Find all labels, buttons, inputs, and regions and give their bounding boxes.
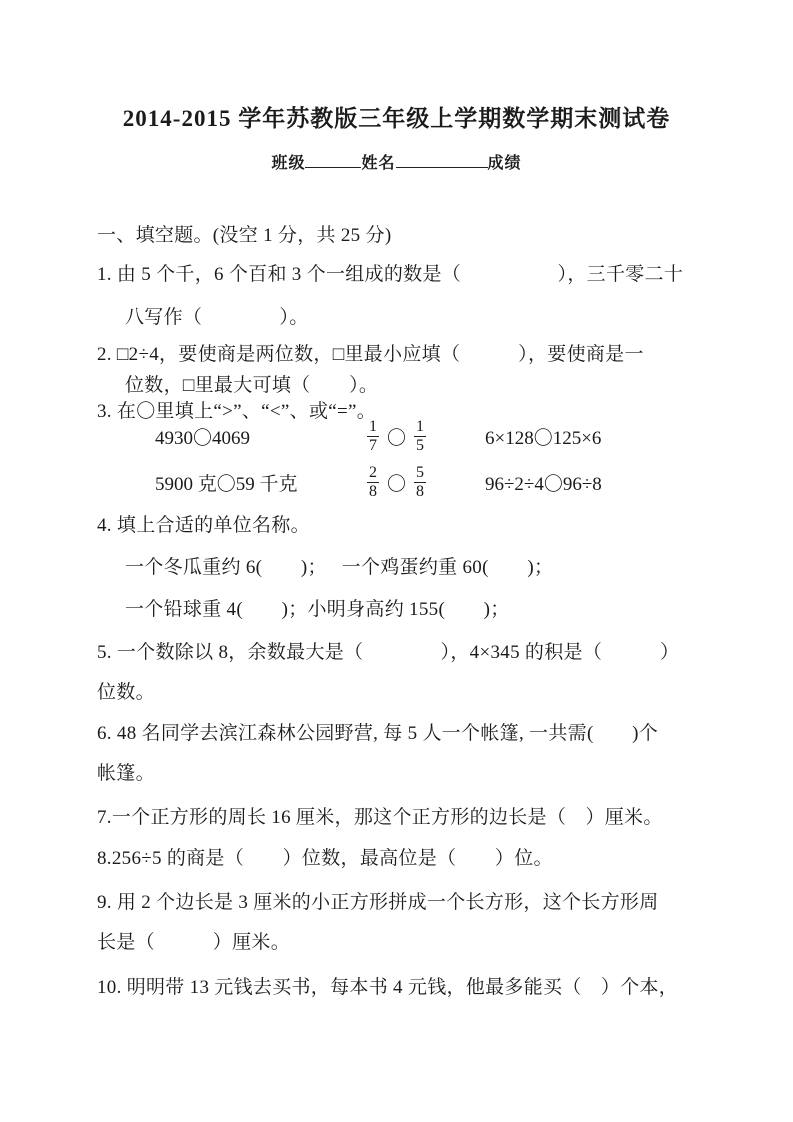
fraction-1-7: $\frac{1}{7}$ [369, 418, 377, 455]
question-7-line-1: 7.一个正方形的周长 16 厘米，那这个正方形的边长是（ ）厘米。 [97, 807, 663, 828]
question-5-line-1: 5. 一个数除以 8，余数最大是（ ），4×345 的积是（ ） [97, 642, 680, 663]
header-fields [0, 150, 793, 173]
section-heading: 一、填空题。(没空 1 分，共 25 分) [97, 225, 392, 246]
compare-1-right: 6×128〇125×6 [485, 428, 602, 450]
question-6-line-2: 帐篷。 [97, 763, 155, 784]
question-4-line-2: 一个冬瓜重约 6( )； 一个鸡蛋约重 60( )； [125, 557, 554, 578]
question-8-line-1: 8.256÷5 的商是（ ）位数，最高位是（ ）位。 [97, 848, 553, 869]
name-label: 姓名 [361, 155, 396, 172]
class-label: 班级 [271, 155, 306, 172]
question-1-line-2: 八写作（ ）。 [125, 307, 309, 328]
question-9-line-1: 9. 用 2 个边长是 3 厘米的小正方形拼成一个长方形，这个长方形周 [97, 892, 659, 913]
fraction-1-5: $\frac{1}{5}$ [416, 418, 425, 455]
compare-2-right: 96÷2÷4〇96÷8 [485, 474, 602, 496]
question-9-line-2: 长是（ ）厘米。 [97, 932, 291, 953]
compare-row-2 [155, 464, 602, 502]
class-blank-line [305, 152, 361, 168]
question-4-line-1: 4. 填上合适的单位名称。 [97, 515, 310, 536]
question-2-line-2: 位数，□里最大可填（ ）。 [125, 375, 379, 396]
question-5-line-2: 位数。 [97, 682, 155, 703]
compare-2-fractions [367, 464, 485, 502]
question-4-line-3: 一个铅球重 4( )；小明身高约 155( )； [125, 599, 510, 620]
question-2-line-1: 2. □2÷4，要使商是两位数，□里最小应填（ ），要使商是一 [97, 344, 644, 365]
fraction-2-8: $\frac{2}{8}$ [369, 464, 377, 501]
question-3-line-1: 3. 在〇里填上“>”、“<”、或“=”。 [97, 401, 377, 422]
score-label: 成绩 [487, 155, 522, 172]
compare-1-fractions [367, 418, 485, 456]
page-title: 2014-2015 学年苏教版三年级上学期数学期末测试卷 [122, 106, 671, 131]
compare-circle: 〇 [387, 428, 407, 450]
fraction-5-8: $\frac{5}{8}$ [416, 464, 425, 501]
question-1-line-1: 1. 由 5 个千，6 个百和 3 个一组成的数是（ ），三千零二十 [97, 264, 684, 285]
question-10-line-1: 10. 明明带 13 元钱去买书，每本书 4 元钱，他最多能买（ ）个本， [97, 977, 679, 998]
name-blank-line [396, 152, 488, 168]
compare-row-1 [155, 418, 601, 456]
question-6-line-1: 6. 48 名同学去滨江森林公园野营, 每 5 人一个帐篷, 一共需( )个 [97, 723, 659, 744]
compare-1-left: 4930〇4069 [155, 428, 251, 450]
compare-circle: 〇 [387, 474, 407, 496]
compare-2-left: 5900 克〇59 千克 [155, 474, 298, 496]
